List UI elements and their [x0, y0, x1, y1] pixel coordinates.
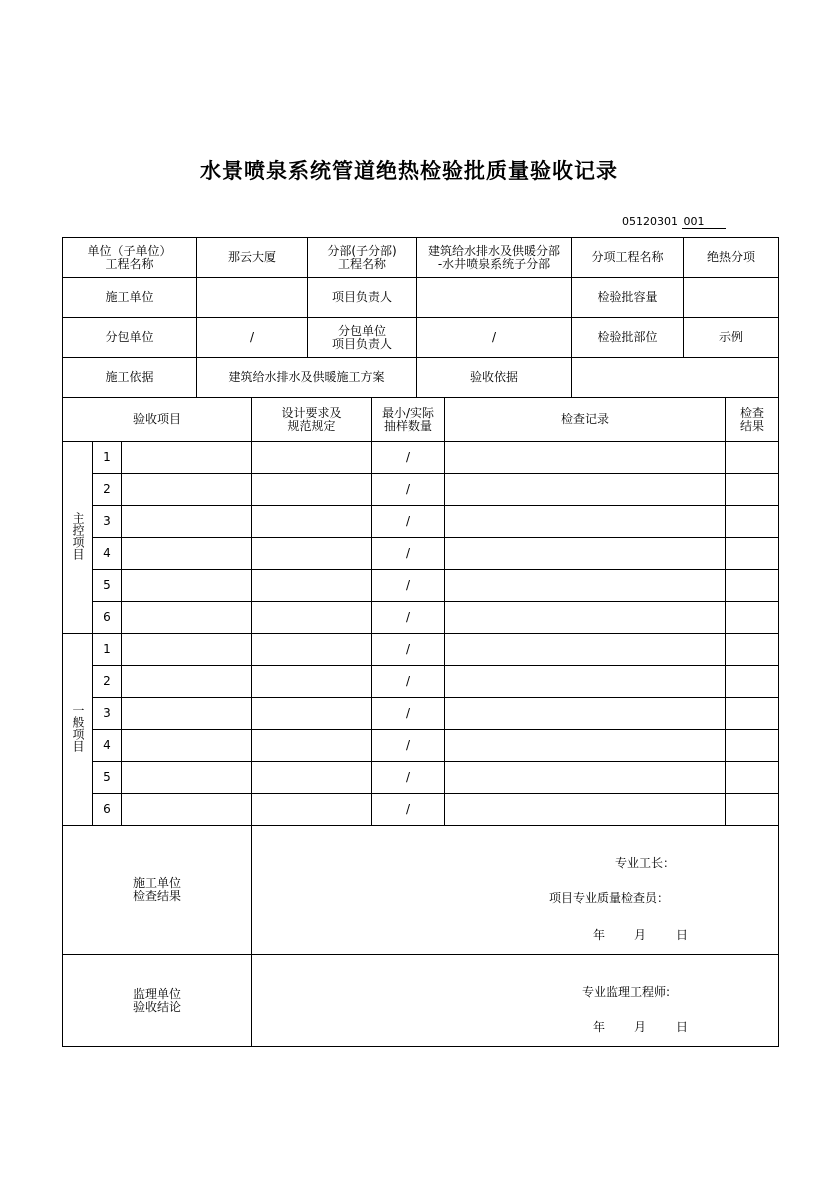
general-result-cell[interactable] [726, 762, 779, 794]
main-item-cell[interactable] [122, 538, 252, 570]
general-requirement-cell[interactable] [252, 794, 372, 826]
supervision-label: 监理单位 验收结论 [63, 955, 252, 1047]
column-header-row [63, 398, 779, 442]
general-group-label-text: 一般项目 [71, 704, 85, 752]
code-suffix: 001 [682, 215, 726, 229]
main-group-label-text: 主控项目 [71, 512, 85, 560]
col-sample: 最小/实际 抽样数量 [372, 398, 445, 442]
unit-value[interactable]: 那云大厦 [197, 238, 308, 278]
general-row-number: 1 [93, 634, 122, 666]
main-sample-cell[interactable]: / [372, 570, 445, 602]
general-record-cell[interactable] [445, 762, 726, 794]
contractor-value[interactable] [197, 278, 308, 318]
main-item-cell[interactable] [122, 506, 252, 538]
main-result-cell[interactable] [726, 506, 779, 538]
main-items-group [63, 442, 779, 634]
main-row-number: 3 [93, 506, 122, 538]
manager-label: 项目负责人 [308, 278, 417, 318]
main-group-label [63, 442, 93, 634]
general-row [63, 666, 779, 698]
general-sample-cell[interactable]: / [372, 794, 445, 826]
code-prefix: 05120301 [622, 215, 678, 228]
main-requirement-cell[interactable] [252, 538, 372, 570]
general-record-cell[interactable] [445, 634, 726, 666]
col-result: 检查 结果 [726, 398, 779, 442]
general-record-cell[interactable] [445, 666, 726, 698]
item-name-label: 分项工程名称 [572, 238, 684, 278]
subdivision-label: 分部(子分部) 工程名称 [308, 238, 417, 278]
contractor-label: 施工单位 [63, 278, 197, 318]
general-item-cell[interactable] [122, 762, 252, 794]
main-row-number: 4 [93, 538, 122, 570]
main-item-cell[interactable] [122, 602, 252, 634]
main-sample-cell[interactable]: / [372, 442, 445, 474]
inspector-label: 项目专业质量检查员： [549, 891, 670, 905]
col-requirement: 设计要求及 规范规定 [252, 398, 372, 442]
main-row [63, 506, 779, 538]
general-result-cell[interactable] [726, 698, 779, 730]
main-row [63, 538, 779, 570]
main-result-cell[interactable] [726, 474, 779, 506]
main-row [63, 474, 779, 506]
main-item-cell[interactable] [122, 442, 252, 474]
general-result-cell[interactable] [726, 730, 779, 762]
supervision-row [63, 955, 779, 1047]
basis-value[interactable]: 建筑给水排水及供暖施工方案 [197, 358, 417, 398]
general-sample-cell[interactable]: / [372, 666, 445, 698]
general-row-number: 5 [93, 762, 122, 794]
inspection-table [62, 397, 779, 1047]
general-sample-cell[interactable]: / [372, 698, 445, 730]
main-record-cell[interactable] [445, 602, 726, 634]
capacity-label: 检验批容量 [572, 278, 684, 318]
general-sample-cell[interactable]: / [372, 730, 445, 762]
main-row [63, 442, 779, 474]
manager-value[interactable] [417, 278, 572, 318]
general-result-cell[interactable] [726, 666, 779, 698]
main-row [63, 570, 779, 602]
subcontractor-value[interactable]: / [197, 318, 308, 358]
general-record-cell[interactable] [445, 698, 726, 730]
general-requirement-cell[interactable] [252, 634, 372, 666]
general-requirement-cell[interactable] [252, 666, 372, 698]
general-row-number: 6 [93, 794, 122, 826]
item-name-value[interactable]: 绝热分项 [684, 238, 779, 278]
main-requirement-cell[interactable] [252, 506, 372, 538]
general-record-cell[interactable] [445, 730, 726, 762]
foreman-label: 专业工长： [615, 856, 676, 870]
general-row [63, 762, 779, 794]
document-code [622, 215, 726, 229]
page-title: 水景喷泉系统管道绝热检验批质量验收记录 [200, 159, 618, 183]
construction-year: 年 [593, 928, 606, 942]
general-row [63, 698, 779, 730]
supervision-month: 月 [634, 1020, 647, 1034]
general-requirement-cell[interactable] [252, 698, 372, 730]
main-item-cell[interactable] [122, 570, 252, 602]
main-record-cell[interactable] [445, 538, 726, 570]
general-item-cell[interactable] [122, 666, 252, 698]
general-row [63, 794, 779, 826]
main-item-cell[interactable] [122, 474, 252, 506]
main-sample-cell[interactable]: / [372, 474, 445, 506]
col-item: 验收项目 [63, 398, 252, 442]
main-requirement-cell[interactable] [252, 570, 372, 602]
main-result-cell[interactable] [726, 570, 779, 602]
main-row-number: 6 [93, 602, 122, 634]
general-item-cell[interactable] [122, 634, 252, 666]
main-sample-cell[interactable]: / [372, 506, 445, 538]
main-result-cell[interactable] [726, 602, 779, 634]
supervision-sign-area[interactable] [252, 955, 779, 1047]
general-item-cell[interactable] [122, 698, 252, 730]
general-item-cell[interactable] [122, 730, 252, 762]
construction-month: 月 [634, 928, 647, 942]
main-requirement-cell[interactable] [252, 442, 372, 474]
general-row [63, 730, 779, 762]
general-record-cell[interactable] [445, 794, 726, 826]
general-result-cell[interactable] [726, 634, 779, 666]
general-row-number: 4 [93, 730, 122, 762]
col-record: 检查记录 [445, 398, 726, 442]
main-row-number: 1 [93, 442, 122, 474]
main-row-number: 2 [93, 474, 122, 506]
supervision-year: 年 [593, 1020, 606, 1034]
supervision-day: 日 [676, 1020, 689, 1034]
general-row-number: 2 [93, 666, 122, 698]
general-result-cell[interactable] [726, 794, 779, 826]
main-sample-cell[interactable]: / [372, 538, 445, 570]
construction-check-row [63, 826, 779, 955]
general-items-group [63, 634, 779, 826]
main-record-cell[interactable] [445, 506, 726, 538]
sub-manager-label: 分包单位 项目负责人 [308, 318, 417, 358]
main-row-number: 5 [93, 570, 122, 602]
capacity-value[interactable] [684, 278, 779, 318]
unit-label: 单位（子单位） 工程名称 [63, 238, 197, 278]
general-row-number: 3 [93, 698, 122, 730]
construction-check-label: 施工单位 检查结果 [63, 826, 252, 955]
main-sample-cell[interactable]: / [372, 602, 445, 634]
general-group-label [63, 634, 93, 826]
main-record-cell[interactable] [445, 474, 726, 506]
subcontractor-label: 分包单位 [63, 318, 197, 358]
main-record-cell[interactable] [445, 442, 726, 474]
main-result-cell[interactable] [726, 442, 779, 474]
general-requirement-cell[interactable] [252, 730, 372, 762]
general-row [63, 634, 779, 666]
general-sample-cell[interactable]: / [372, 762, 445, 794]
construction-day: 日 [676, 928, 689, 942]
construction-check-sign-area[interactable] [252, 826, 779, 955]
part-label: 检验批部位 [572, 318, 684, 358]
main-row [63, 602, 779, 634]
main-result-cell[interactable] [726, 538, 779, 570]
main-record-cell[interactable] [445, 570, 726, 602]
general-sample-cell[interactable]: / [372, 634, 445, 666]
part-value[interactable]: 示例 [684, 318, 779, 358]
general-requirement-cell[interactable] [252, 762, 372, 794]
engineer-label: 专业监理工程师: [582, 985, 671, 999]
basis-label: 施工依据 [63, 358, 197, 398]
general-item-cell[interactable] [122, 794, 252, 826]
accept-basis-label: 验收依据 [417, 358, 572, 398]
subdivision-value[interactable]: 建筑给水排水及供暖分部 -水井喷泉系统子分部 [417, 238, 572, 278]
main-requirement-cell[interactable] [252, 602, 372, 634]
accept-basis-value[interactable] [572, 358, 779, 398]
sub-manager-value[interactable]: / [417, 318, 572, 358]
main-requirement-cell[interactable] [252, 474, 372, 506]
header-table [62, 237, 779, 398]
